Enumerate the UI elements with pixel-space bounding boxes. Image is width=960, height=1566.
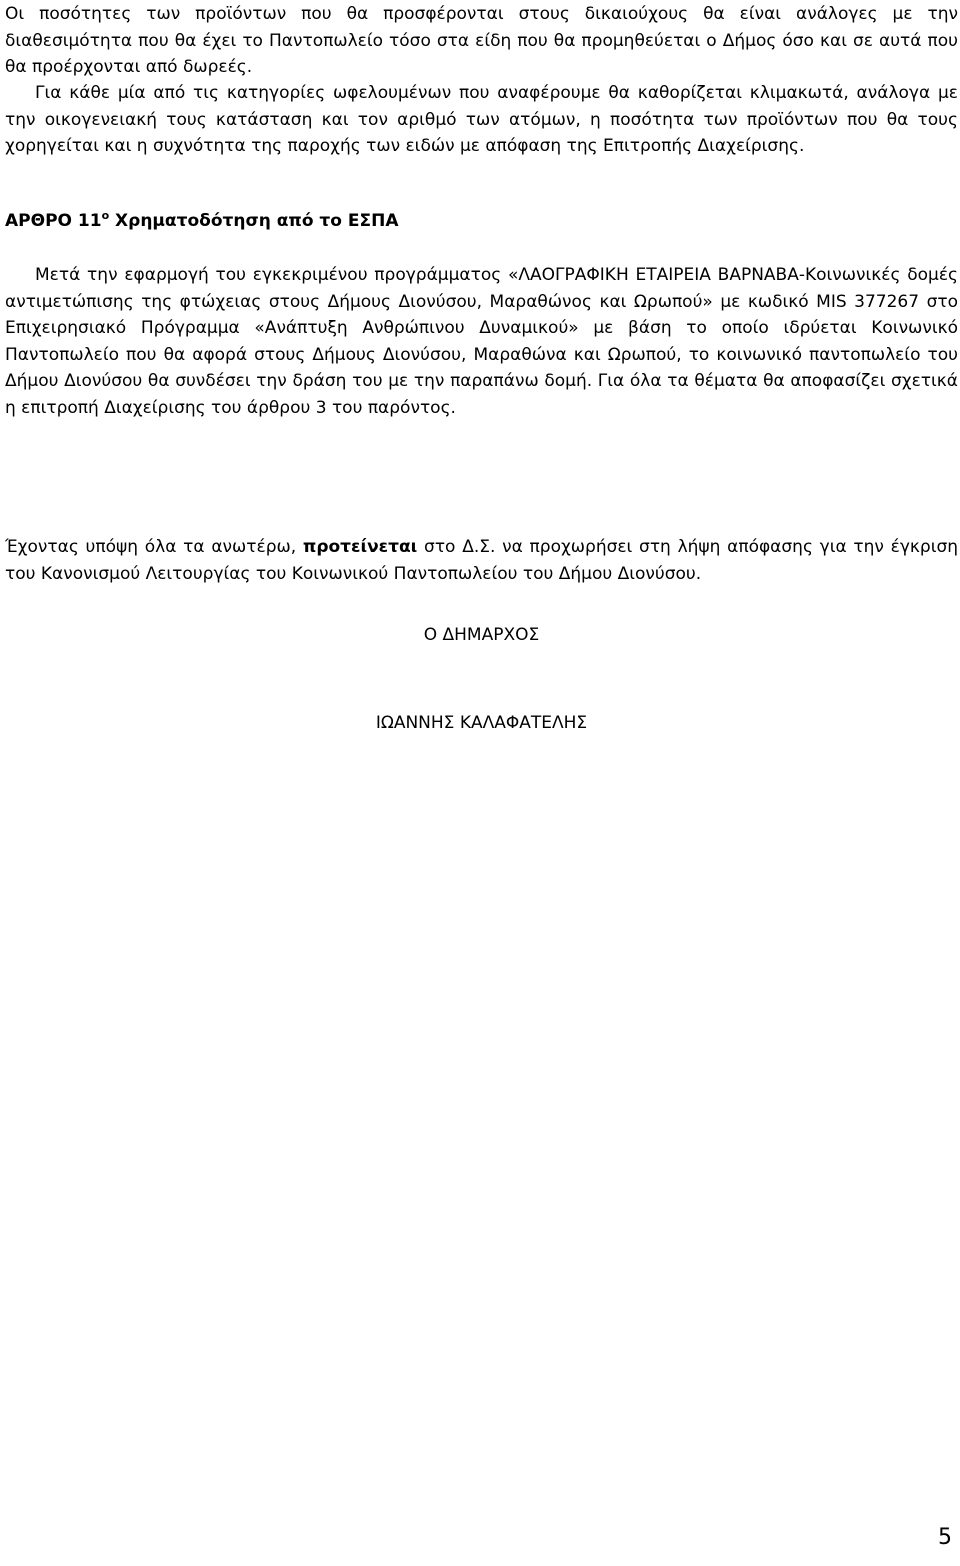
page-number: 5 — [938, 1525, 952, 1550]
proposal-text-end: στο Δ.Σ. να προχωρήσει στη λήψη απόφασης για την έγκριση του Κανονισμού Λειτουργίας του Κοινωνικού Παντοπωλείου του Δήμου Διονύσου. — [5, 537, 959, 584]
signatory-name: ΙΩΑΝΝΗΣ ΚΑΛΑΦΑΤΕΛΗΣ — [375, 713, 588, 733]
document-page — [5, 0, 958, 1566]
signatory-title: Ο ΔΗΜΑΡΧΟΣ — [423, 625, 540, 645]
proposal-keyword: προτείνεται — [302, 537, 418, 557]
paragraph-product-quantities: Οι ποσότητες των προϊόντων που θα προσφέρονται στους δικαιούχους θα είναι ανάλογες με την διαθεσιμότητα που θα έχει το Παντοπωλείο τόσο στα είδη που θα προμηθεύεται ο Δήμος όσο και σε αυτά που θα προέρχονται από δωρεές. — [5, 4, 958, 77]
article-11-heading — [5, 208, 399, 234]
paragraph-beneficiary-categories: Για κάθε μία από τις κατηγορίες ωφελουμένων που αναφέρουμε θα καθορίζεται κλιμακωτά, ανάλογα με την οικογενειακή τους κατάσταση και τον αριθμό των ατόμων, η ποσότητα των προϊόντων που θα τους χορηγείται και η συχνότητα της παροχής των ειδών με απόφαση της Επιτροπής Διαχείρισης. — [5, 83, 958, 156]
article-heading-prefix: ΑΡΘΡΟ 11 — [5, 211, 102, 231]
article-heading-title: Χρηματοδότηση από το ΕΣΠΑ — [109, 211, 399, 231]
paragraph-proposal — [5, 534, 958, 587]
article-heading-ordinal: ο — [101, 209, 110, 222]
paragraph-espa-funding: Μετά την εφαρμογή του εγκεκριμένου προγράμματος «ΛΑΟΓΡΑΦΙΚΗ ΕΤΑΙΡΕΙΑ ΒΑΡΝΑΒΑ-Κοινωνικές δομές αντιμετώπισης της φτώχειας στους Δήμους Διονύσου, Μαραθώνος και Ωρωπού» με κωδικό MIS 377267 στο Επιχειρησιακό Πρόγραμμα «Ανάπτυξη Ανθρώπινου Δυναμικού» με βάση το οποίο ιδρύεται Κοινωνικό Παντοπωλείο που θα αφορά στους Δήμους Διονύσου, Μαραθώνα και Ωρωπού, το κοινωνικό παντοπωλείο του Δήμου Διονύσου θα συνδέσει την δράση του με την παραπάνω δομή. Για όλα τα θέματα θα αποφασίζει σχετικά η επιτροπή Διαχείρισης του άρθρου 3 του παρόντος. — [5, 265, 958, 418]
proposal-text-start: Έχοντας υπόψη όλα τα ανωτέρω, — [5, 537, 303, 557]
